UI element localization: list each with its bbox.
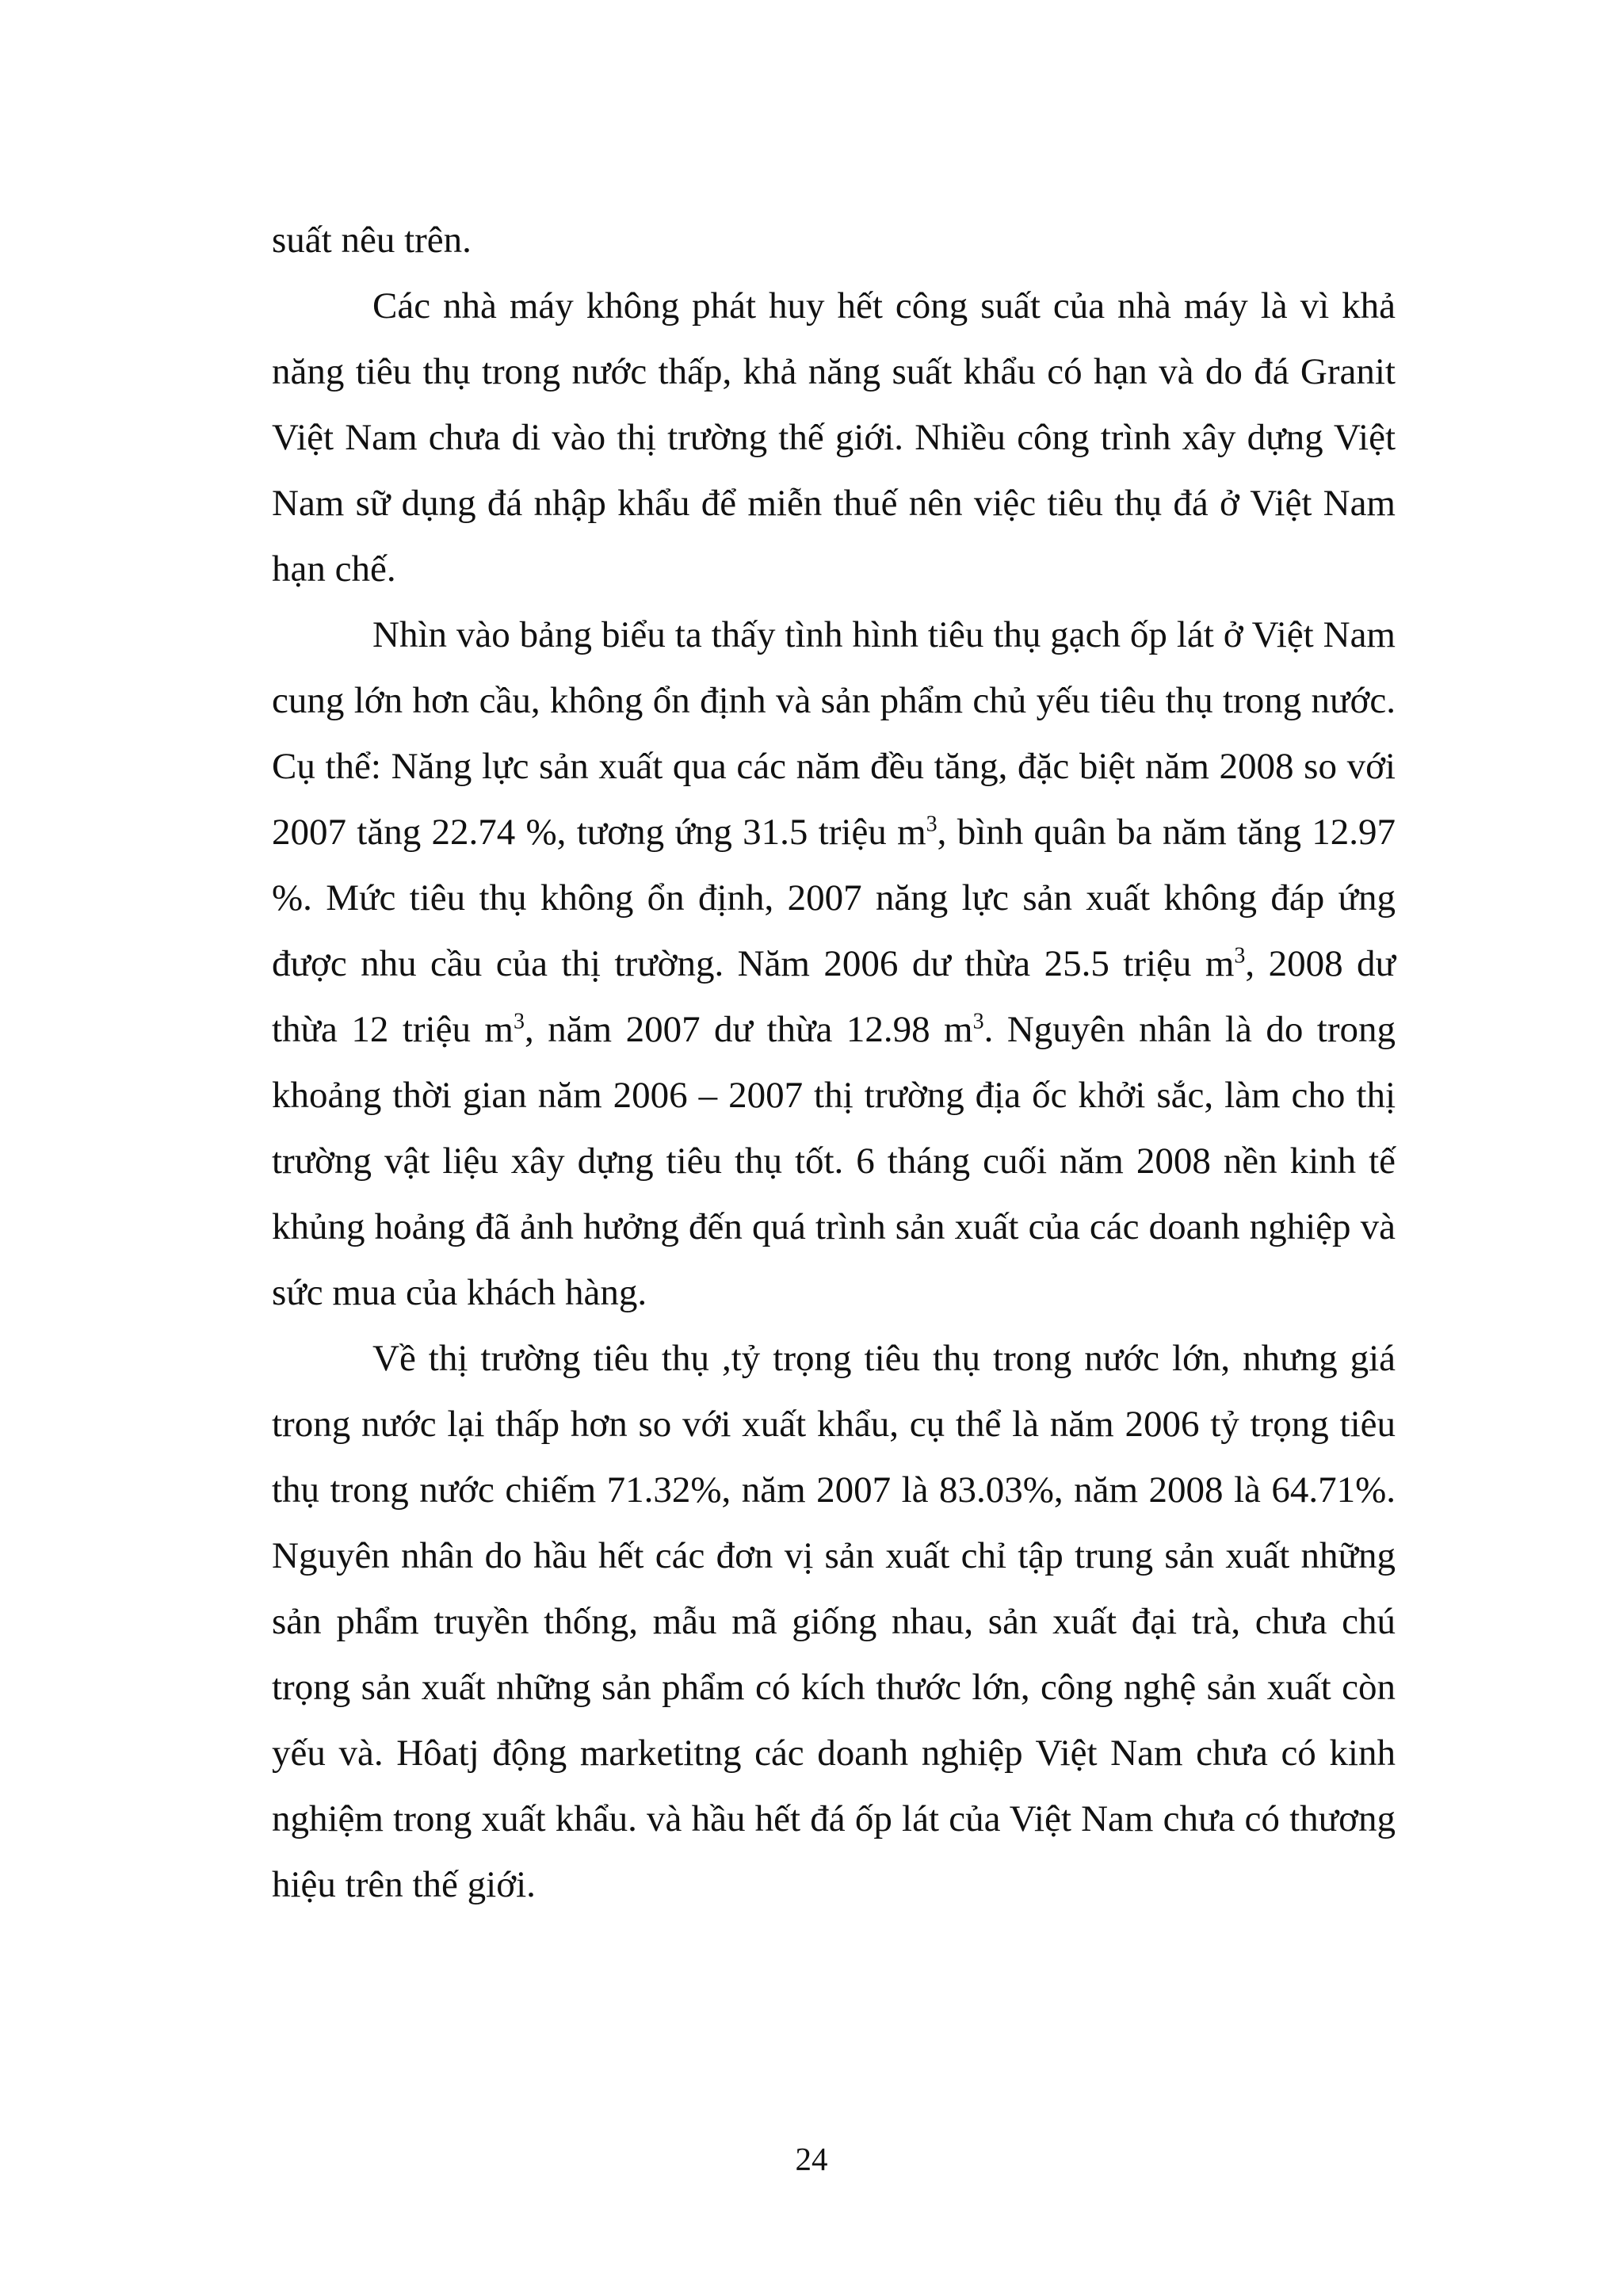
page-number: 24	[795, 2141, 828, 2177]
paragraph-text: . Nguyên nhân là do trong khoảng thời gian năm 2006 – 2007 thị trường địa ốc khởi sắc, làm cho thị trường vật liệu xây dựng tiêu thụ tốt. 6 tháng cuối năm 2008 nền kinh tế khủng hoảng đã ảnh hưởng đến quá trình sản xuất của các doanh nghiệp và sức mua của khách hàng.	[272, 1009, 1396, 1313]
paragraph-tile-consumption	[272, 602, 1396, 1326]
paragraph-text: Về thị trường tiêu thụ ,tỷ trọng tiêu thụ trong nước lớn, nhưng giá trong nước lại thấp hơn so với xuất khẩu, cụ thể là năm 2006 tỷ trọng tiêu thụ trong nước chiếm 71.32%, năm 2007 là 83.03%, năm 2008 là 64.71%. Nguyên nhân do hầu hết các đơn vị sản xuất chỉ tập trung sản xuất những sản phẩm truyền thống, mẫu mã giống nhau, sản xuất đại trà, chưa chú trọng sản xuất những sản phẩm có kích thước lớn, công nghệ sản xuất còn yếu và. Hôatj động marketitng các doanh nghiệp Việt Nam chưa có kinh nghiệm trong xuất khẩu. và hầu hết đá ốp lát của Việt Nam chưa có thương hiệu trên thế giới.	[272, 1338, 1396, 1905]
superscript: 3	[926, 812, 938, 837]
paragraph-text: , 2008 dư thừa 12 triệu m	[272, 943, 1396, 1050]
paragraph-text: , năm 2007 dư thừa 12.98 m	[524, 1009, 973, 1050]
paragraph-factory-capacity	[272, 273, 1396, 602]
superscript: 3	[1234, 943, 1246, 968]
paragraph-text: Nhìn vào bảng biểu ta thấy tình hình tiêu thụ gạch ốp lát ở Việt Nam cung lớn hơn cầu, không ổn định và sản phẩm chủ yếu tiêu thụ trong nước. Cụ thể: Năng lực sản xuất qua các năm đều tăng, đặc biệt năm 2008 so với 2007 tăng 22.74 %, tương ứng 31.5 triệu m	[272, 614, 1396, 853]
superscript: 3	[972, 1009, 984, 1034]
body-text	[272, 208, 1396, 1918]
superscript: 3	[513, 1009, 525, 1034]
paragraph-continuation	[272, 208, 1396, 273]
paragraph-text: suất nêu trên.	[272, 220, 472, 261]
paragraph-text: , bình quân ba năm tăng 12.97 %. Mức tiêu thụ không ổn định, 2007 năng lực sản xuất không đáp ứng được nhu cầu của thị trường. Năm 2006 dư thừa 25.5 triệu m	[272, 812, 1396, 984]
paragraph-text: Các nhà máy không phát huy hết công suất của nhà máy là vì khả năng tiêu thụ trong nước thấp, khả năng suất khẩu có hạn và do đá Granit Việt Nam chưa di vào thị trường thế giới. Nhiều công trình xây dựng Việt Nam sữ dụng đá nhập khẩu để miễn thuế nên việc tiêu thụ đá ở Việt Nam hạn chế.	[272, 285, 1396, 590]
paragraph-market-share	[272, 1326, 1396, 1918]
